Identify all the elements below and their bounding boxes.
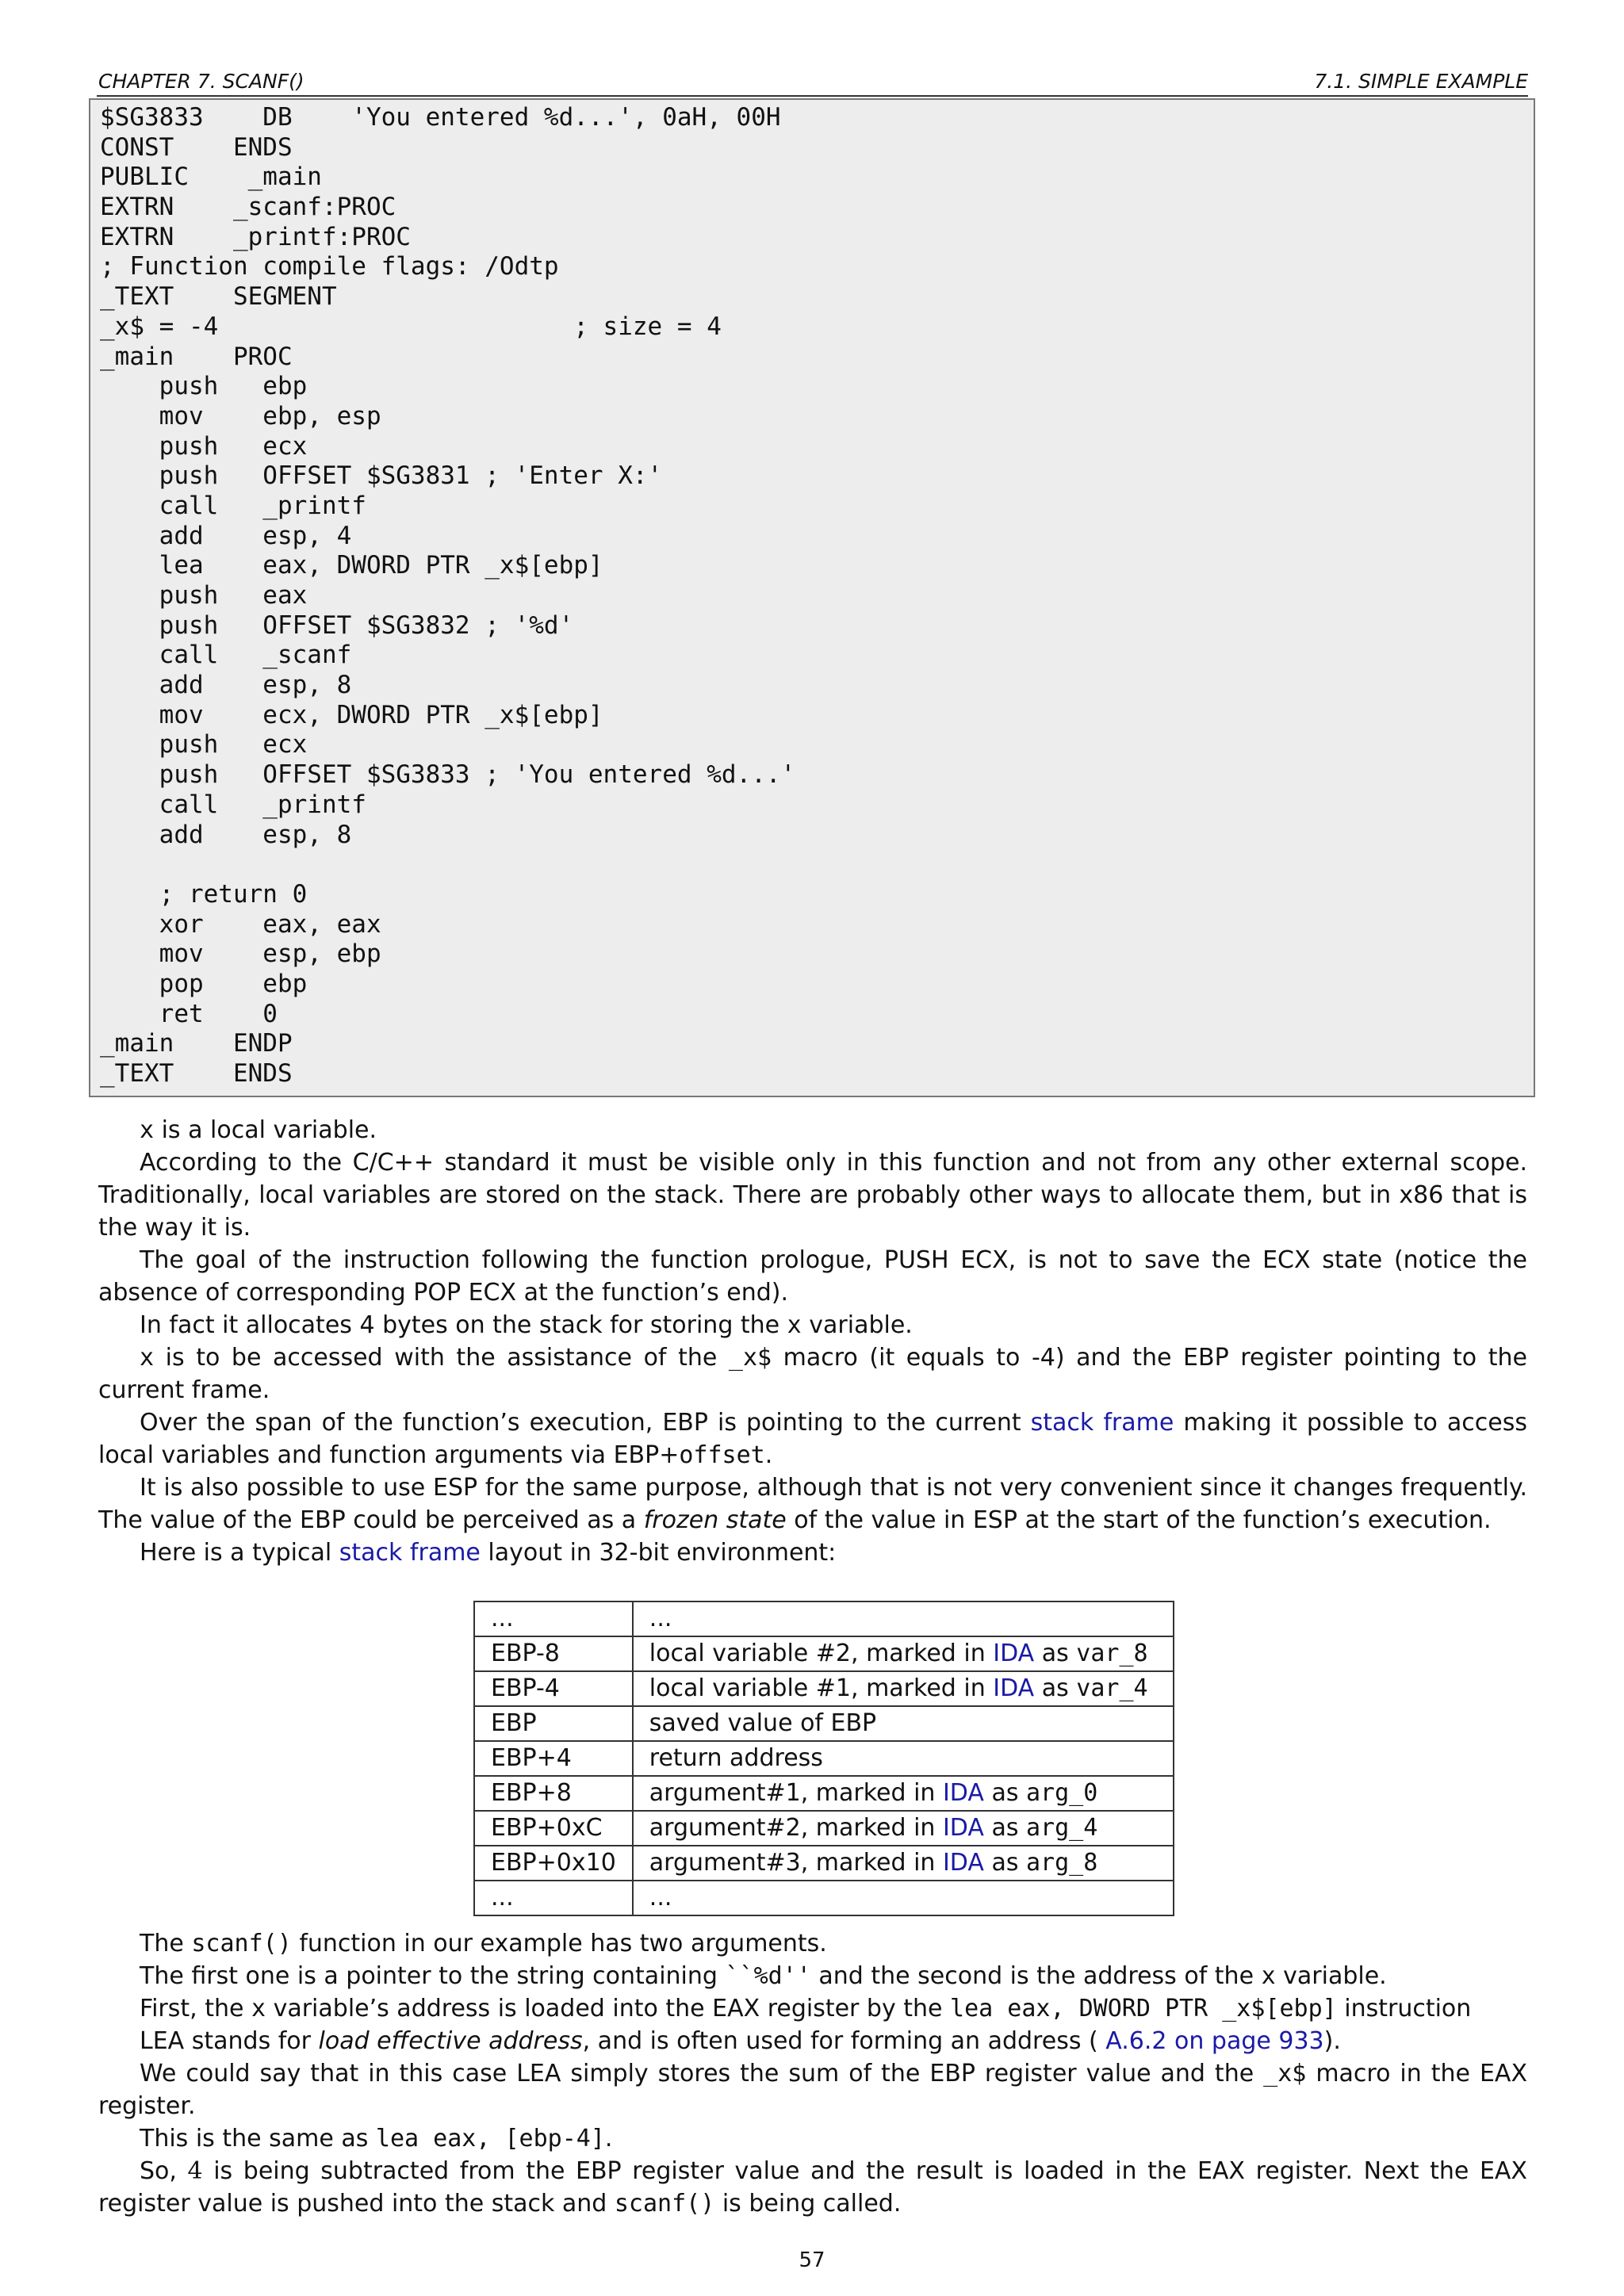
ida-link[interactable]: IDA [942,1779,984,1807]
inline-code: _x$ [728,1344,772,1372]
code-line: _main PROC [100,342,293,371]
inline-code: x [787,1311,802,1339]
inline-code: arg_4 [1026,1814,1098,1842]
table-row [474,1671,1174,1706]
paragraph [98,2155,1527,2220]
text: return address [649,1744,823,1772]
inline-code: arg_0 [1026,1779,1098,1807]
text: making it possible to access local variables and function arguments via EBP+ [98,1409,1528,1469]
inline-code: x [1261,1962,1276,1990]
paragraph: According to the C/C++ standard it must be visible only in this function and not from any other external scope. Traditionally, local variables are stored on the stack. There are probably other ways to allocate them, but in x86 that is the way it is. [98,1149,1527,1242]
description-cell [633,1846,1174,1881]
description-cell [633,1636,1174,1671]
text: The [140,1930,192,1957]
text: In fact it allocates 4 bytes on the stack for storing the [140,1311,787,1339]
offset-cell: EBP-4 [474,1671,633,1706]
page-number: 57 [799,2248,825,2272]
code-line: EXTRN _scanf:PROC [100,193,396,222]
paragraph [98,1927,1527,1960]
text: as [983,1814,1026,1842]
description-cell [633,1741,1174,1776]
text: variable. [1275,1962,1387,1990]
math-number: 4 [187,2157,203,2185]
paragraph [98,2122,1527,2155]
code-line: _x$ = -4 ; size = 4 [100,312,722,341]
stack-frame-table [473,1601,1174,1916]
glossary-link[interactable]: stack frame [339,1539,481,1567]
inline-code: var_8 [1076,1640,1148,1667]
ida-link[interactable]: IDA [993,1674,1035,1702]
glossary-link[interactable]: stack frame [1030,1409,1174,1437]
inline-code: scanf() [614,2190,715,2218]
text: ). [1323,2027,1341,2055]
text: First, the [140,1995,251,2022]
code-line: pop ebp [100,969,308,998]
code-line [100,850,1534,880]
code-line: call _scanf [100,641,352,670]
ida-link[interactable]: IDA [942,1814,984,1842]
offset-cell: EBP [474,1706,633,1741]
body-text-upper [98,1114,1527,1569]
code-line: mov esp, ebp [100,939,381,969]
table-row [474,1846,1174,1881]
code-line: push ebp [100,372,308,401]
text: This is the same as [140,2125,376,2152]
text: variable’s address is loaded into the EAX register by the [266,1995,951,2022]
paragraph [98,1309,1527,1341]
code-line: mov ebp, esp [100,401,381,430]
text: It is also possible to use ESP for the same purpose, although that is not very convenient since it changes frequently. The value of the EBP could be perceived as a [98,1474,1527,1534]
text: saved value of EBP [649,1709,877,1737]
description-cell [633,1776,1174,1811]
text: local variable #1, marked in [649,1674,994,1702]
inline-code: lea eax, [ebp-4] [375,2125,605,2152]
text: and the second is the address of the [810,1962,1262,1990]
text: . [604,2125,613,2152]
ida-link[interactable]: IDA [993,1640,1035,1667]
paragraph: The goal of the instruction following the function prologue, PUSH ECX, is not to save the ECX state (notice the absence of corresponding POP ECX at the function’s end). [98,1246,1527,1307]
code-line: push eax [100,581,308,610]
code-line: ; Function compile flags: /Odtp [100,252,559,281]
inline-code: x [140,1116,155,1144]
offset-cell: ... [474,1881,633,1915]
text: as [1034,1640,1077,1667]
text: We could say that in this case LEA simply stores the sum of the EBP register value and the [140,2060,1264,2087]
code-line: $SG3833 DB 'You entered %d...', 0aH, 00H [100,103,781,132]
code-line: push OFFSET $SG3831 ; 'Enter X:' [100,461,663,491]
description-cell [633,1706,1174,1741]
code-line: _main ENDP [100,1029,293,1058]
table-row [474,1636,1174,1671]
inline-code: x [251,1995,266,2022]
text: , and is often used for forming an address ( [582,2027,1106,2055]
offset-cell: EBP-8 [474,1636,633,1671]
text: stands for [184,2027,319,2055]
offset-cell: EBP+8 [474,1776,633,1811]
text: So, [140,2157,188,2185]
text: argument#2, marked in [649,1814,943,1842]
paragraph [98,1536,1527,1569]
emphasis: frozen state [643,1506,787,1534]
description-cell [633,1881,1174,1915]
code-line: mov ecx, DWORD PTR _x$[ebp] [100,700,603,729]
table-row [474,1881,1174,1915]
text: layout in 32-bit environment: [480,1539,837,1567]
paragraph [98,2025,1527,2057]
code-line: EXTRN _printf:PROC [100,222,411,251]
inline-code: offset [679,1441,765,1469]
emphasis: load effective address [318,2027,583,2055]
text: . [764,1441,773,1469]
text: variable. [801,1311,913,1339]
text: as [983,1779,1026,1807]
table-row [474,1811,1174,1846]
code-line: add esp, 8 [100,820,352,849]
code-line: push ecx [100,730,308,760]
text: Over the span of the function’s execution, EBP is pointing to the current [140,1409,1031,1437]
inline-code: scanf() [191,1930,292,1957]
description-cell [633,1671,1174,1706]
paragraph [98,1341,1527,1406]
code-line: CONST ENDS [100,132,293,162]
code-line: _TEXT ENDS [100,1059,293,1088]
table-row [474,1741,1174,1776]
inline-code: arg_8 [1026,1849,1098,1877]
text: is a local variable. [154,1116,377,1144]
text: macro in the EAX register. [98,2060,1527,2120]
paragraph [98,1406,1527,1471]
description-cell [633,1601,1174,1636]
paragraph [98,1114,1527,1146]
code-line: push OFFSET $SG3832 ; '%d' [100,610,574,640]
code-line: PUBLIC _main [100,163,322,192]
paragraph [98,1471,1527,1536]
code-line: ret 0 [100,999,278,1028]
text: macro (it equals to -4) and the EBP register pointing to the current frame. [98,1344,1527,1404]
text: ... [649,1605,672,1632]
paragraph [98,2057,1527,2122]
code-line: call _printf [100,790,366,819]
code-listing [89,98,1535,1097]
code-line: add esp, 4 [100,521,352,550]
inline-code: var_4 [1076,1674,1148,1702]
inline-code: x [140,1344,155,1372]
text: LEA [140,2027,185,2055]
body-text-lower [98,1927,1527,2220]
code-line: add esp, 8 [100,671,352,700]
text: as [1034,1674,1077,1702]
page-header [97,68,1528,97]
text: argument#1, marked in [649,1779,943,1807]
offset-cell: EBP+0x10 [474,1846,633,1881]
code-line: push OFFSET $SG3833 ; 'You entered %d...' [100,760,796,790]
section-title: 7.1. SIMPLE EXAMPLE [1314,70,1528,93]
paragraph [98,1960,1527,1992]
offset-cell: ... [474,1601,633,1636]
text: of the value in ESP at the start of the function’s execution. [786,1506,1492,1534]
code-line: ; return 0 [100,879,308,909]
code-line: _TEXT SEGMENT [100,282,337,312]
text: The first one is a pointer to the string containing [140,1962,726,1990]
text: Here is a typical [140,1539,339,1567]
cross-reference-link[interactable]: A.6.2 on page 933 [1105,2027,1324,2055]
paragraph [98,1992,1527,2025]
table-row [474,1706,1174,1741]
code-line: call _printf [100,491,366,520]
table-row [474,1776,1174,1811]
table-row [474,1601,1174,1636]
inline-code: _x$ [1263,2060,1307,2087]
code-line: xor eax, eax [100,909,381,939]
text: function in our example has two arguments. [291,1930,827,1957]
code-line: push ecx [100,431,308,461]
offset-cell: EBP+4 [474,1741,633,1776]
text: as [983,1849,1026,1877]
description-cell [633,1811,1174,1846]
ida-link[interactable]: IDA [942,1849,984,1877]
offset-cell: EBP+0xC [474,1811,633,1846]
text: is being subtracted from the EBP register value and the result is loaded in the EAX register. Next the EAX register value is pushed into the stack and [98,2157,1527,2218]
inline-code: ``%d'' [725,1962,811,1990]
text: local variable #2, marked in [649,1640,994,1667]
text: argument#3, marked in [649,1849,943,1877]
code-line: lea eax, DWORD PTR _x$[ebp] [100,551,603,580]
inline-code: lea eax, DWORD PTR _x$[ebp] [950,1995,1337,2022]
chapter-title: CHAPTER 7. SCANF() [98,70,304,93]
text: ... [649,1884,672,1911]
text: is to be accessed with the assistance of the [154,1344,729,1372]
text: is being called. [714,2190,902,2218]
text: instruction [1336,1995,1472,2022]
